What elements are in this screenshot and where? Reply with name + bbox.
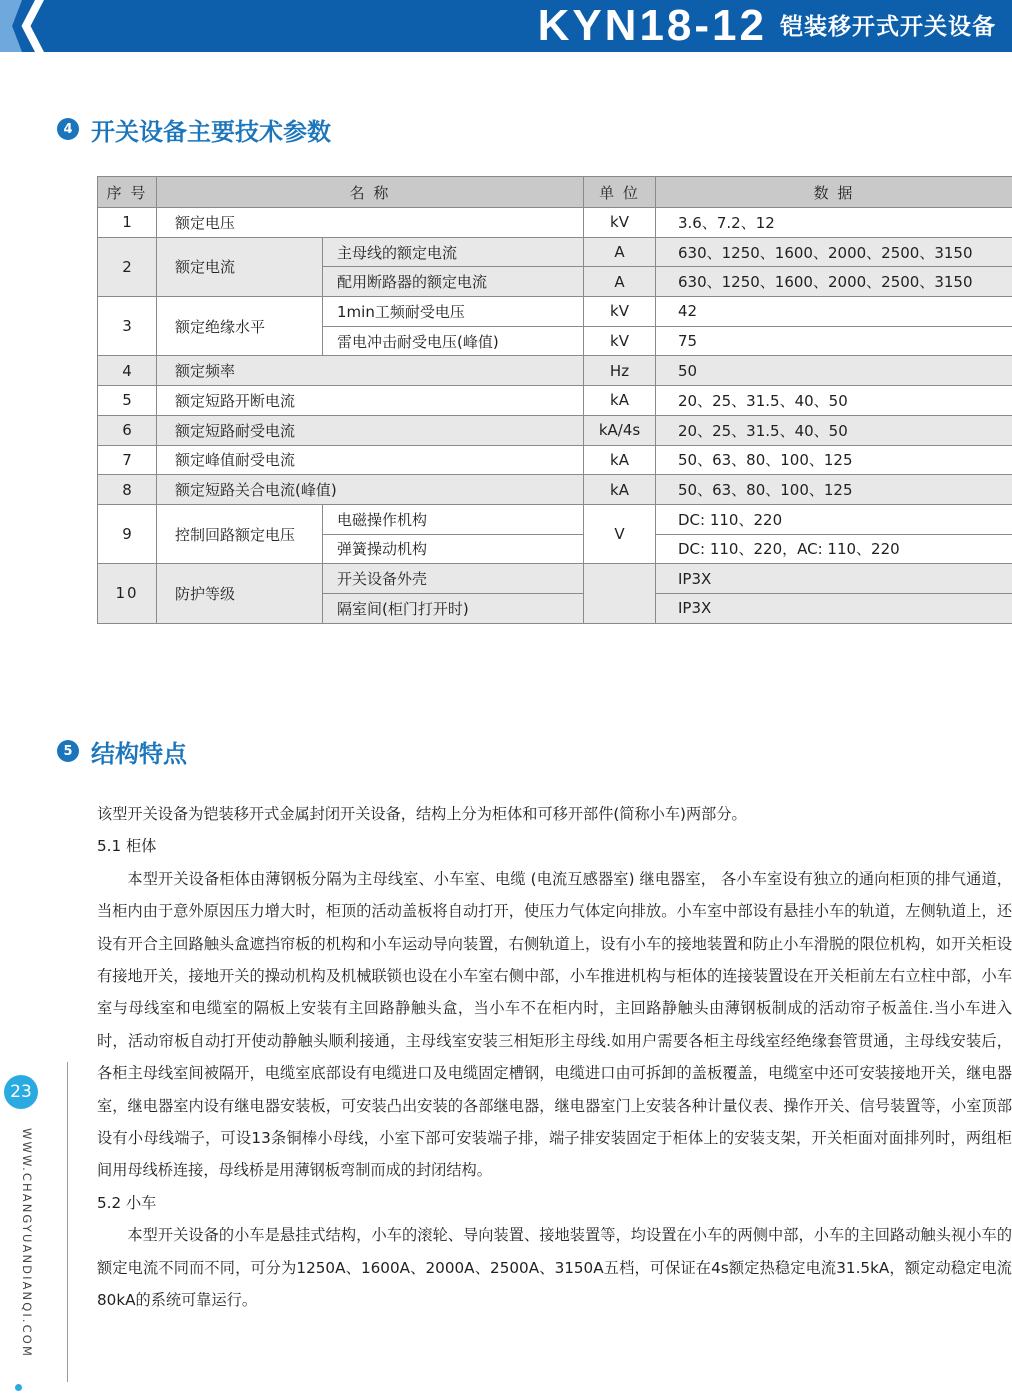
row-seq: 6 [98, 415, 157, 445]
row-name: 额定电流 [157, 237, 323, 296]
table-row [98, 504, 1012, 534]
row-subname: 主母线的额定电流 [323, 237, 584, 267]
section-number-badge: 5 [57, 740, 79, 762]
technical-parameters-table [97, 176, 1012, 624]
page-number-badge: 23 [4, 1075, 38, 1109]
row-name: 额定绝缘水平 [157, 297, 323, 356]
table-row [98, 386, 1012, 416]
row-subname: 雷电冲击耐受电压(峰值) [323, 326, 584, 356]
product-model: KYN18-12 [537, 1, 767, 50]
website-url: WWW.CHANGYUANDIANQI.COM [20, 1128, 34, 1358]
row-unit: kV [584, 297, 656, 327]
margin-divider [67, 1062, 68, 1382]
row-value: 50、63、80、100、125 [656, 475, 1012, 505]
row-subname: 弹簧操动机构 [323, 534, 584, 564]
row-value: 50 [656, 356, 1012, 386]
row-name: 额定峰值耐受电流 [157, 445, 584, 475]
table-row [98, 297, 1012, 327]
row-unit: kA [584, 386, 656, 416]
row-value: 3.6、7.2、12 [656, 208, 1012, 238]
header-data: 数 据 [656, 177, 1012, 208]
row-value: 630、1250、1600、2000、2500、3150 [656, 237, 1012, 267]
row-subname: 隔室间(柜门打开时) [323, 593, 584, 623]
row-name: 额定频率 [157, 356, 584, 386]
table-row [98, 356, 1012, 386]
row-subname: 1min工频耐受电压 [323, 297, 584, 327]
row-value: 20、25、31.5、40、50 [656, 386, 1012, 416]
row-seq: 8 [98, 475, 157, 505]
row-name: 额定短路耐受电流 [157, 415, 584, 445]
row-value: IP3X [656, 593, 1012, 623]
row-subname: 开关设备外壳 [323, 564, 584, 594]
row-value: DC: 110、220，AC: 110、220 [656, 534, 1012, 564]
row-unit: kA [584, 475, 656, 505]
section-title: 结构特点 [91, 739, 187, 768]
row-seq: 10 [98, 564, 157, 623]
row-unit: kV [584, 326, 656, 356]
row-name: 额定短路关合电流(峰值) [157, 475, 584, 505]
section-number-badge: 4 [57, 118, 79, 140]
row-value: 50、63、80、100、125 [656, 445, 1012, 475]
row-unit: kA [584, 445, 656, 475]
cabinet-paragraph: 本型开关设备柜体由薄钢板分隔为主母线室、小车室、电缆 (电流互感器室) 继电器室， 各小车室设有独立的通向柜顶的排气通道，当柜内由于意外原因压力增大时，柜顶的活动盖板将自动打开，使压力气体定向排放。小车室中部设有悬挂小车的轨道，左侧轨道上，还设有开合主回路触头盒遮挡帘板的机构和小车运动导向装置，右侧轨道上，设有小车的接地装置和防止小车滑脱的限位机构，如开关柜设有接地开关，接地开关的操动机构及机械联锁也设在小车室右侧中部，小车推进机构与柜体的连接装置设在开关柜前左右立柱中部，小车室与母线室和电缆室的隔板上安装有主回路静触头盒，当小车不在柜内时，主回路静触头由薄钢板制成的活动帘子板盖住.当小车进入时，活动帘板自动打开使动静触头顺利接通，主母线室安装三相矩形主母线.如用户需要各柜主母线室经绝缘套管贯通，主母线安装后，各柜主母线室间被隔开，电缆室底部设有电缆进口及电缆固定槽钢，电缆进口由可拆卸的盖板覆盖，电缆室中还可安装接地开关，继电器室，继电器室内设有继电器安装板，可安装凸出安装的各部继电器，继电器室门上安装各种计量仪表、操作开关、信号装置等，小室顶部设有小母线端子，可设13条铜棒小母线，小室下部可安装端子排，端子排安装固定于柜体上的安装支架，开关柜面对面排列时，两组柜间用母线桥连接，母线桥是用薄钢板弯制而成的封闭结构。 [97, 869, 1012, 1180]
row-name: 额定电压 [157, 208, 584, 238]
row-value: 20、25、31.5、40、50 [656, 415, 1012, 445]
row-value: 75 [656, 326, 1012, 356]
decorative-dot [15, 1384, 22, 1391]
row-seq: 9 [98, 504, 157, 563]
row-seq: 1 [98, 208, 157, 238]
table-row [98, 564, 1012, 594]
table-row [98, 445, 1012, 475]
row-seq: 3 [98, 297, 157, 356]
table-row [98, 237, 1012, 267]
table-row [98, 208, 1012, 238]
row-value: DC: 110、220 [656, 504, 1012, 534]
row-seq: 7 [98, 445, 157, 475]
row-name: 防护等级 [157, 564, 323, 623]
row-subname: 配用断路器的额定电流 [323, 267, 584, 297]
row-seq: 4 [98, 356, 157, 386]
header-seq: 序 号 [98, 177, 157, 208]
row-unit [584, 564, 656, 623]
row-value: 630、1250、1600、2000、2500、3150 [656, 267, 1012, 297]
product-subtitle: 铠装移开式开关设备 [780, 14, 996, 40]
table-row [98, 415, 1012, 445]
row-unit: kV [584, 208, 656, 238]
section-title: 开关设备主要技术参数 [91, 117, 331, 146]
structure-description [97, 798, 1012, 1317]
section-4-heading [57, 113, 331, 145]
row-subname: 电磁操作机构 [323, 504, 584, 534]
row-unit: V [584, 504, 656, 563]
row-seq: 5 [98, 386, 157, 416]
row-value: IP3X [656, 564, 1012, 594]
table-row [98, 475, 1012, 505]
row-unit: A [584, 267, 656, 297]
table-header-row [98, 177, 1012, 208]
row-value: 42 [656, 297, 1012, 327]
row-unit: kA/4s [584, 415, 656, 445]
header-name: 名 称 [157, 177, 584, 208]
row-unit: A [584, 237, 656, 267]
section-5-heading [57, 735, 187, 767]
subsection-heading-truck: 5.2 小车 [97, 1193, 157, 1212]
row-name: 控制回路额定电压 [157, 504, 323, 563]
row-unit: Hz [584, 356, 656, 386]
header-unit: 单 位 [584, 177, 656, 208]
intro-paragraph: 该型开关设备为铠装移开式金属封闭开关设备，结构上分为柜体和可移开部件(简称小车)两部分。 [97, 805, 747, 823]
truck-paragraph: 本型开关设备的小车是悬挂式结构，小车的滚轮、导向装置、接地装置等，均设置在小车的两侧中部，小车的主回路动触头视小车的额定电流不同而不同，可分为1250A、1600A、2000A、2500A、3150A五档，可保证在4s额定热稳定电流31.5kA，额定动稳定电流80kA的系统可靠运行。 [97, 1226, 1012, 1310]
subsection-heading-cabinet: 5.1 柜体 [97, 837, 157, 856]
row-seq: 2 [98, 237, 157, 296]
row-name: 额定短路开断电流 [157, 386, 584, 416]
